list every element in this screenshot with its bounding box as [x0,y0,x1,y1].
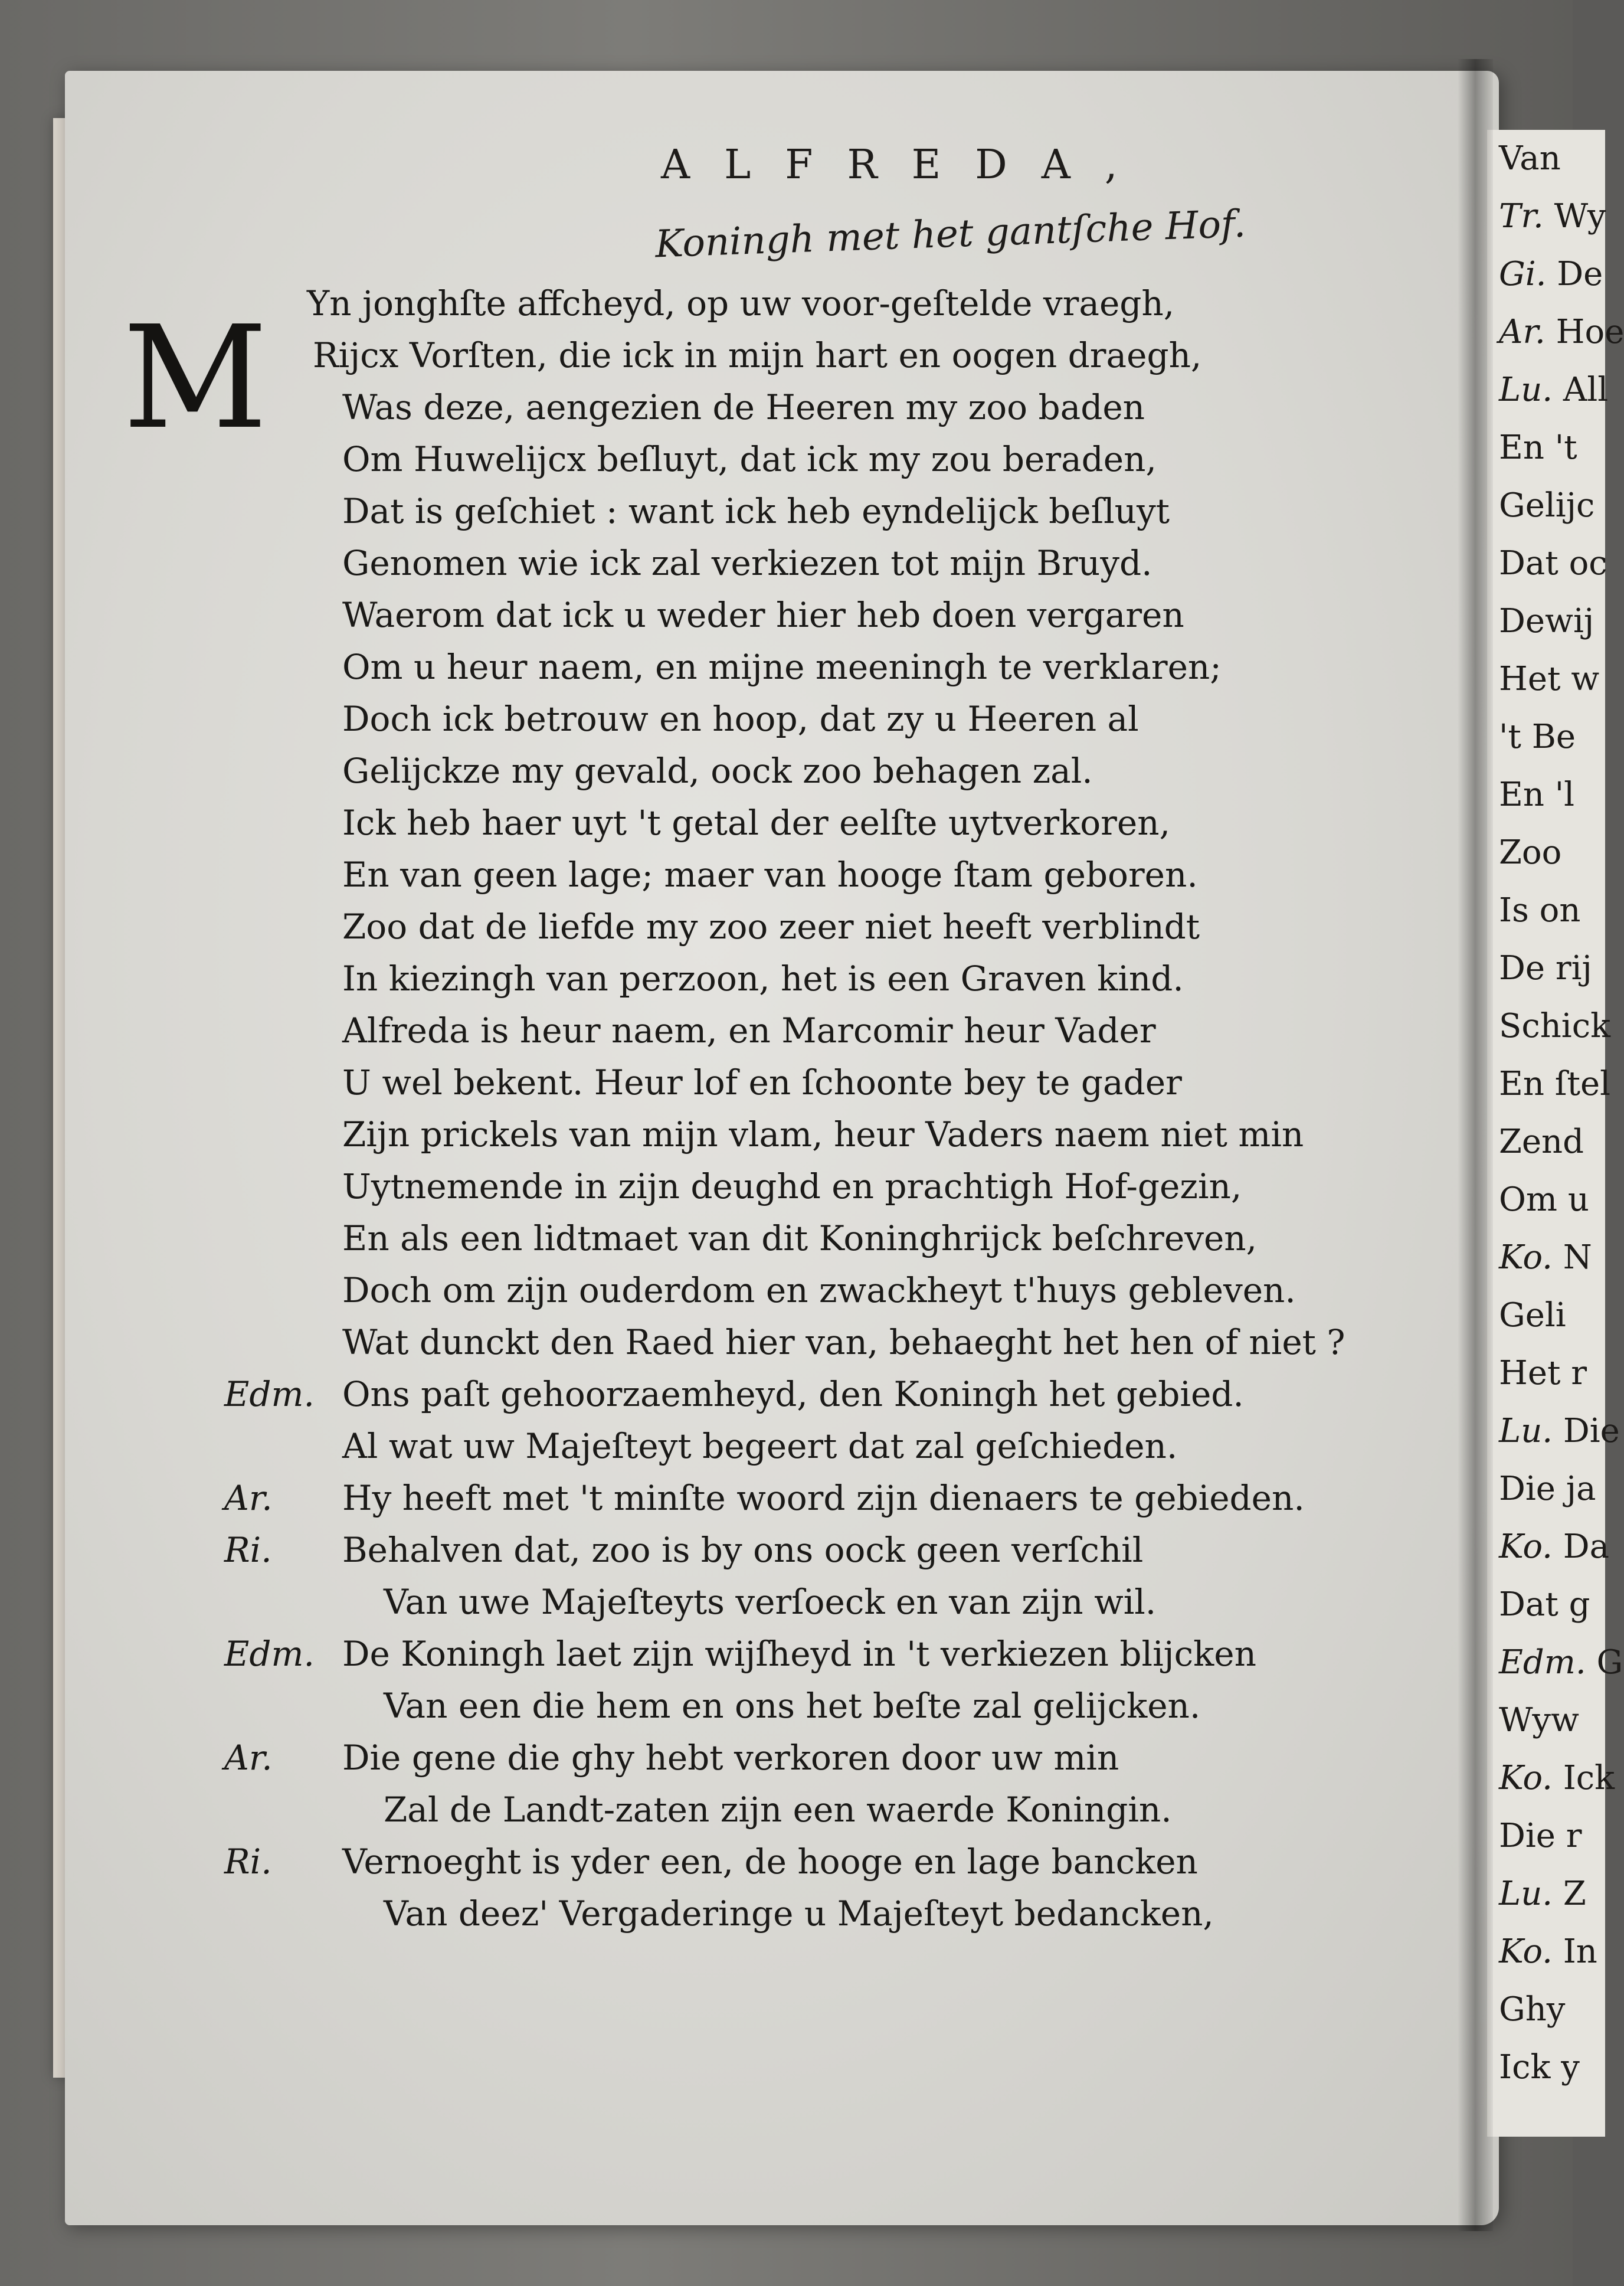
verse-line [224,1005,1463,1057]
facing-text: Die r [1499,1817,1582,1855]
verse-line [224,1732,1463,1784]
facing-page-line [1487,1345,1605,1402]
facing-text: En ſtel [1499,1065,1611,1103]
verse-text: Zoo dat de liefde my zoo zeer niet heeft verblindt [342,907,1200,947]
facing-text: Da [1563,1528,1609,1566]
facing-text: Schick [1499,1007,1610,1045]
facing-page-line [1487,1518,1609,1576]
speaker-label: Ar. [224,1478,273,1518]
speaker-label: Edm. [224,1634,315,1674]
facing-text: Dat oc [1499,544,1607,583]
facing-text: En 'l [1499,776,1575,814]
verse-text: Doch om zijn ouderdom en zwackheyt t'huys gebleven. [342,1270,1296,1310]
facing-text: Dat g [1499,1585,1590,1624]
facing-speaker-label: Edm. [1499,1643,1586,1682]
verse-text: Alfreda is heur naem, en Marcomir heur Vader [342,1010,1156,1051]
verse-text: Om u heur naem, en mijne meeningh te verklaren; [342,647,1222,687]
facing-page-line [1487,477,1605,535]
verse-line [224,1160,1463,1212]
verse-text: Van een die hem en ons het beſte zal gelijcken. [384,1686,1201,1726]
verse-text: Was deze, aengezien de Heeren my zoo baden [342,387,1145,427]
speaker-label: Edm. [224,1374,315,1414]
facing-page-line [1487,766,1605,824]
verse-text: Ick heb haer uyt 't getal der eelſte uytverkoren, [342,803,1171,843]
facing-page-line [1487,1055,1611,1113]
facing-speaker-label: Gi. [1499,255,1547,293]
facing-text: De [1557,255,1603,293]
facing-text: G [1596,1643,1623,1682]
facing-page-line [1487,1287,1605,1345]
facing-speaker-label: Tr. [1499,197,1544,236]
verse-line [224,1576,1463,1628]
verse-text: Vernoeght is yder een, de hooge en lage bancken [342,1842,1198,1882]
speaker-label: Ri. [224,1530,272,1570]
facing-page-line [1487,824,1605,882]
verse-line [224,1212,1463,1264]
facing-speaker-label: Ko. [1499,1759,1553,1797]
verse-text: Dat is geſchiet : want ick heb eyndelijck beſluyt [342,491,1170,531]
verse-line [224,1524,1463,1576]
verse-line [224,589,1463,641]
drop-capital: M [123,295,268,460]
facing-page-line [1487,1634,1623,1692]
facing-page-line [1487,1402,1620,1460]
verse-line [224,849,1463,901]
facing-page-line [1487,2039,1605,2097]
facing-page-line [1487,1171,1605,1229]
verse-line [224,1680,1463,1732]
verse-text: Waerom dat ick u weder hier heb doen vergaren [342,595,1184,635]
speaker-label: Ar. [224,1738,273,1778]
facing-speaker-label: Ko. [1499,1932,1553,1971]
facing-text: Zoo [1499,833,1562,872]
verse-line [224,1420,1463,1472]
verse-line [224,693,1463,745]
facing-text: Is on [1499,891,1581,930]
verse-line [224,1264,1463,1316]
verse-text: In kiezingh van perzoon, het is een Graven kind. [342,959,1184,999]
facing-text: Die ja [1499,1470,1596,1508]
verse-text: En als een lidtmaet van dit Koninghrijck beſchreven, [342,1218,1258,1258]
facing-page-line [1487,1692,1605,1749]
verse-text: Rijcx Vorſten, die ick in mijn hart en oogen draegh, [313,335,1202,375]
verse-line [224,1057,1463,1108]
verse-text: Zijn prickels van mijn vlam, heur Vaders naem niet min [342,1114,1304,1155]
facing-text: Die [1563,1412,1620,1450]
facing-text: Zend [1499,1123,1584,1161]
facing-text: Ick y [1499,2048,1580,2086]
verse-line [224,901,1463,953]
verse-line [224,277,1463,329]
facing-page-line [1487,1807,1605,1865]
facing-text: Om u [1499,1180,1589,1219]
verse-line [224,1628,1463,1680]
verse-text: U wel bekent. Heur lof en ſchoonte bey te gader [342,1062,1182,1103]
facing-text: Het r [1499,1354,1587,1392]
verse-line [224,797,1463,849]
facing-page-line [1487,1576,1605,1634]
facing-page-line [1487,998,1610,1055]
verse-line [224,1108,1463,1160]
facing-text: Hoe [1556,313,1624,351]
facing-page-line [1487,940,1605,998]
verse-line [224,1836,1463,1888]
verse-line [224,953,1463,1005]
facing-text: En 't [1499,429,1577,467]
facing-page-line [1487,419,1605,477]
facing-text: N [1563,1238,1592,1277]
verse-line [224,537,1463,589]
facing-page-line [1487,708,1605,766]
facing-page-line [1487,1865,1605,1923]
facing-page-line [1487,130,1605,188]
facing-speaker-label: Ko. [1499,1528,1553,1566]
facing-text: Het w [1499,660,1600,698]
facing-page-line [1487,650,1605,708]
verse-line [224,433,1463,485]
speaker-label: Ri. [224,1842,272,1882]
facing-page-line [1487,1113,1605,1171]
facing-page-text [1487,130,1624,2097]
facing-page-line [1487,188,1605,246]
verse-text: Doch ick betrouw en hoop, dat zy u Heeren al [342,699,1139,739]
facing-text: In [1563,1932,1597,1971]
verse-line [224,329,1463,381]
verse-text: Behalven dat, zoo is by ons oock geen verſchil [342,1530,1144,1570]
facing-page-line [1487,1923,1605,1981]
facing-page-line [1487,303,1624,361]
running-title: ALFREDA, [661,142,1152,188]
facing-text: Geli [1499,1296,1566,1335]
facing-page-line [1487,361,1609,419]
verse-line [224,745,1463,797]
facing-speaker-label: Lu. [1499,371,1553,409]
facing-speaker-label: Ar. [1499,313,1546,351]
facing-text: All [1563,371,1609,409]
verse-line [224,1316,1463,1368]
facing-text: Wy [1554,197,1606,236]
facing-speaker-label: Ko. [1499,1238,1553,1277]
verse-text: Hy heeft met 't minſte woord zijn dienaers te gebieden. [342,1478,1305,1518]
facing-speaker-label: Lu. [1499,1412,1553,1450]
verse-text: Uytnemende in zijn deughd en prachtigh Hof-gezin, [342,1166,1242,1206]
facing-text: Gelijc [1499,486,1595,525]
facing-page [1487,130,1624,2137]
facing-text: Wyw [1499,1701,1579,1739]
facing-text: Z [1563,1875,1586,1913]
verse-line [224,381,1463,433]
verse-text: En van geen lage; maer van hooge ſtam geboren. [342,855,1198,895]
verse-text: Gelijckze my gevald, oock zoo behagen zal. [342,751,1093,791]
verse-line [224,1888,1463,1940]
stage-direction: Koningh met het gantſche Hof. [654,202,1246,267]
verse-line [224,485,1463,537]
facing-page-line [1487,1981,1605,2039]
facing-page-line [1487,246,1605,303]
verse-text: Zal de Landt-zaten zijn een waerde Koningin. [384,1790,1172,1830]
verse-text: Van deez' Vergaderinge u Majeſteyt bedancken, [384,1893,1214,1934]
facing-page-line [1487,535,1605,593]
verse-line [224,1472,1463,1524]
verse-line [224,1368,1463,1420]
facing-text: Ghy [1499,1990,1566,2029]
verse-text: Genomen wie ick zal verkiezen tot mijn Bruyd. [342,543,1152,583]
facing-page-line [1487,593,1605,650]
facing-text: Dewij [1499,602,1594,640]
facing-speaker-label: Lu. [1499,1875,1553,1913]
facing-page-line [1487,882,1605,940]
verse-text: Van uwe Majeſteyts verſoeck en van zijn wil. [384,1582,1157,1622]
facing-text: De rij [1499,949,1592,987]
facing-text: Van [1499,139,1561,178]
verse-line [224,641,1463,693]
facing-page-line [1487,1229,1605,1287]
facing-text: 't Be [1499,718,1576,756]
facing-page-line [1487,1460,1605,1518]
verse-text: De Koningh laet zijn wijſheyd in 't verkiezen blijcken [342,1634,1256,1674]
verse-text: Wat dunckt den Raed hier van, behaeght het hen of niet ? [342,1322,1345,1362]
verse-line [224,1784,1463,1836]
facing-page-line [1487,1749,1615,1807]
verse-text: Yn jonghſte affcheyd, op uw voor-geſtelde vraegh, [307,283,1175,323]
verse-text: Om Huwelijcx beſluyt, dat ick my zou beraden, [342,439,1157,479]
facing-text: Ick [1563,1759,1615,1797]
verse-block [224,277,1463,1940]
verse-text: Die gene die ghy hebt verkoren door uw min [342,1738,1119,1778]
verse-text: Al wat uw Majeſteyt begeert dat zal geſchieden. [342,1426,1178,1466]
verse-text: Ons paſt gehoorzaemheyd, den Koningh het gebied. [342,1374,1244,1414]
